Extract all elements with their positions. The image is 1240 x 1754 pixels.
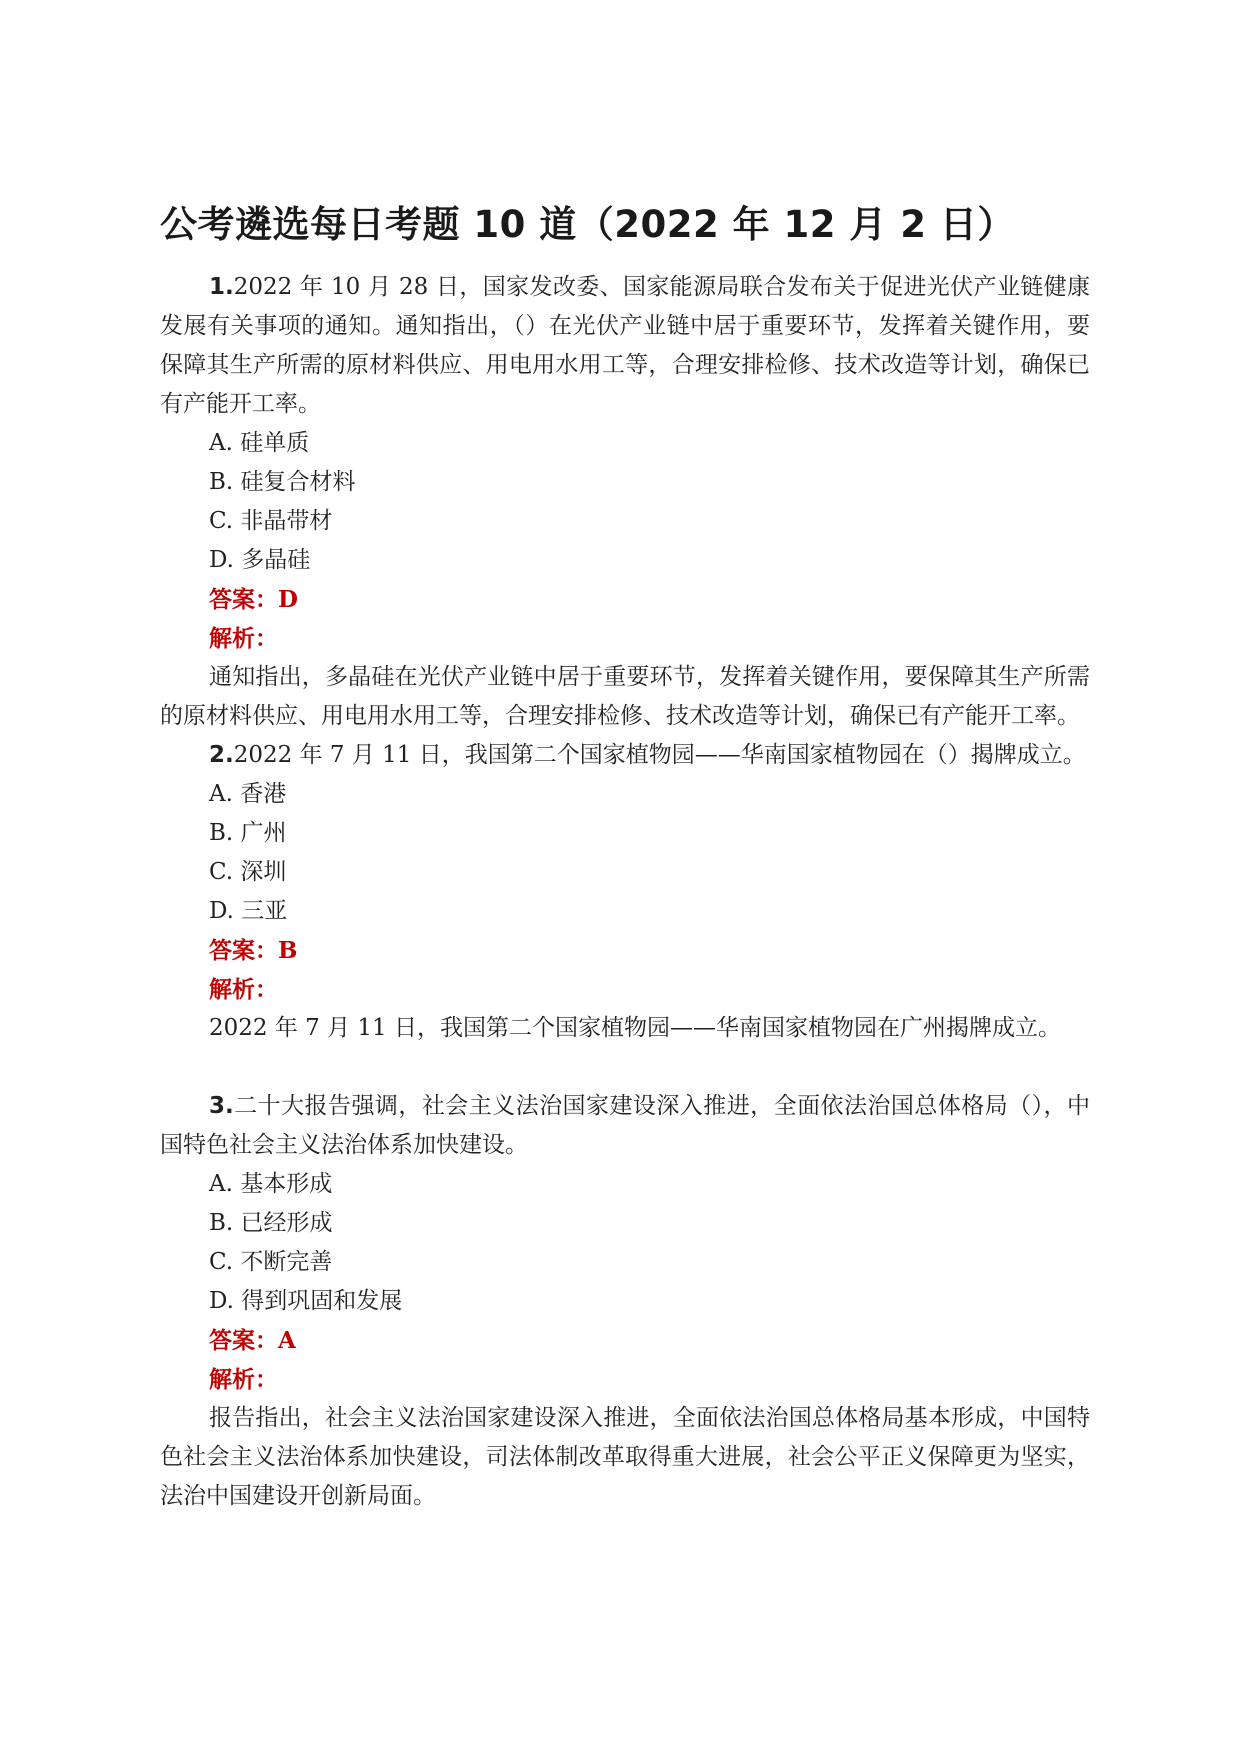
- question-list: [160, 268, 1090, 1516]
- answer: 答案：A: [209, 1327, 296, 1354]
- option-c: C. 不断完善: [209, 1249, 333, 1275]
- question-number: 3.: [209, 1093, 234, 1119]
- question-number: 2.: [209, 742, 234, 768]
- explanation-text: 通知指出，多晶硅在光伏产业链中居于重要环节，发挥着关键作用，要保障其生产所需的原材料供应、用电用水用工等，合理安排检修、技术改造等计划，确保已有产能开工率。: [160, 664, 1090, 729]
- question-text: 2022 年 7 月 11 日，我国第二个国家植物园——华南国家植物园在（）揭牌成立。: [233, 742, 1086, 768]
- spacer: [160, 1048, 1090, 1087]
- option-a: A. 香港: [209, 781, 287, 807]
- question-1: [160, 268, 1090, 736]
- question-text: 2022 年 10 月 28 日，国家发改委、国家能源局联合发布关于促进光伏产业链健康发展有关事项的通知。通知指出，（）在光伏产业链中居于重要环节，发挥着关键作用，要保障其生产所需的原材料供应、用电用水用工等，合理安排检修、技术改造等计划，确保已有产能开工率。: [160, 274, 1090, 417]
- explanation-text: 报告指出，社会主义法治国家建设深入推进，全面依法治国总体格局基本形成，中国特色社会主义法治体系加快建设，司法体制改革取得重大进展，社会公平正义保障更为坚实，法治中国建设开创新局面。: [160, 1405, 1090, 1509]
- answer: 答案：D: [209, 586, 298, 613]
- question-text: 二十大报告强调，社会主义法治国家建设深入推进，全面依法治国总体格局（），中国特色社会主义法治体系加快建设。: [160, 1093, 1090, 1158]
- option-d: D. 得到巩固和发展: [209, 1288, 403, 1314]
- option-b: B. 已经形成: [209, 1210, 333, 1236]
- option-c: C. 非晶带材: [209, 508, 333, 534]
- answer: 答案：B: [209, 937, 298, 964]
- question-stem: [160, 268, 1090, 424]
- explanation-label: 解析：: [209, 976, 278, 1003]
- explanation-label: 解析：: [209, 1366, 278, 1393]
- option-c: C. 深圳: [209, 859, 287, 885]
- option-d: D. 多晶硅: [209, 547, 311, 573]
- page-title: 公考遴选每日考题 10 道（2022 年 12 月 2 日）: [160, 203, 1015, 246]
- option-a: A. 硅单质: [209, 430, 310, 456]
- option-b: B. 广州: [209, 820, 287, 846]
- option-d: D. 三亚: [209, 898, 288, 924]
- question-2: [160, 736, 1090, 1048]
- question-3: [160, 1087, 1090, 1516]
- option-b: B. 硅复合材料: [209, 469, 356, 495]
- question-stem: [160, 1087, 1090, 1165]
- option-a: A. 基本形成: [209, 1171, 333, 1197]
- explanation-label: 解析：: [209, 625, 278, 652]
- explanation-text: 2022 年 7 月 11 日，我国第二个国家植物园——华南国家植物园在广州揭牌成立。: [209, 1015, 1061, 1041]
- question-number: 1.: [209, 274, 234, 300]
- question-stem: [160, 736, 1090, 775]
